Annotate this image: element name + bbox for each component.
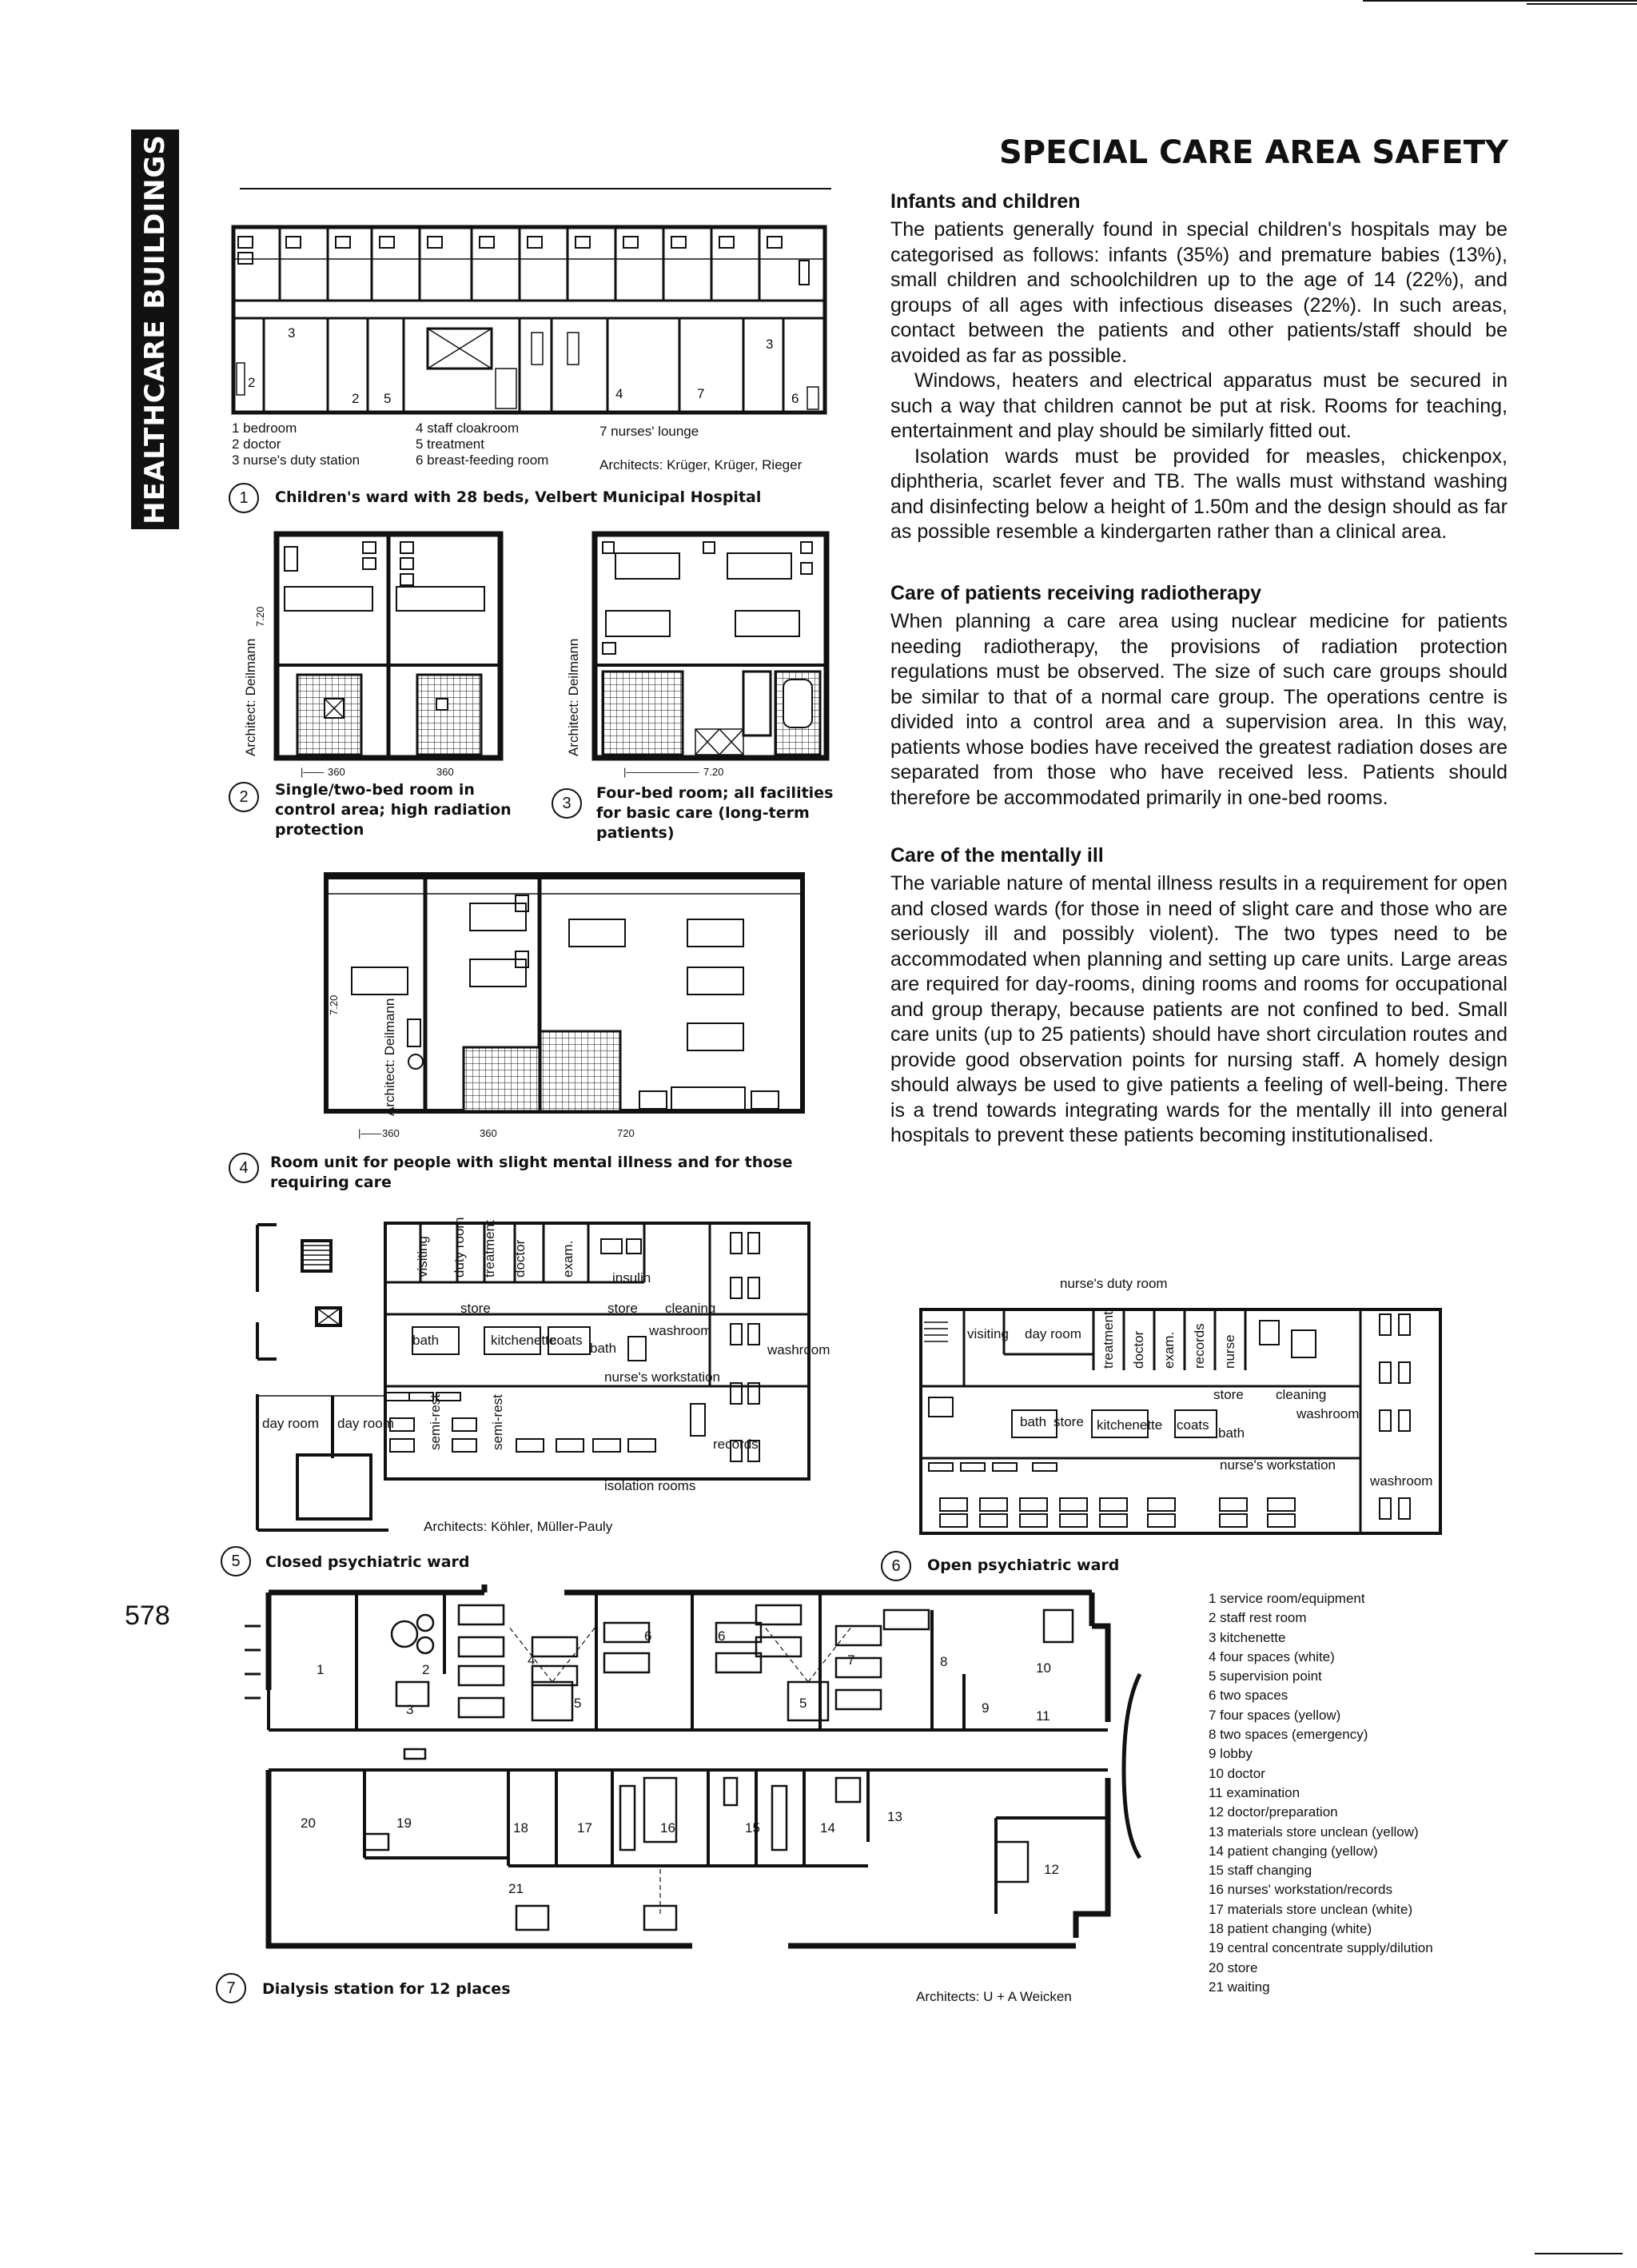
fig7-legend bbox=[1209, 1589, 1433, 1997]
fig7-room-number: 21 bbox=[508, 1881, 524, 1896]
fig1-room-number: 3 bbox=[288, 325, 296, 341]
side-tab-label: HEALTHCARE BUILDINGS bbox=[139, 134, 171, 524]
fig5-architects: Architects: Köhler, Müller-Pauly bbox=[424, 1519, 613, 1534]
fig6-label-washroom: washroom bbox=[1296, 1406, 1360, 1421]
fig1-room-number: 7 bbox=[697, 386, 705, 401]
fig1-room-number: 6 bbox=[791, 391, 799, 406]
legend-item: 9 lobby bbox=[1209, 1746, 1253, 1762]
fig7-room-number: 13 bbox=[887, 1809, 902, 1824]
section-mentally-ill bbox=[890, 843, 1508, 1149]
fig4-dim: 360 bbox=[480, 1127, 497, 1139]
fig6-label-nurse: nurse bbox=[1222, 1334, 1237, 1369]
fig4-number: 4 bbox=[229, 1153, 259, 1183]
page-number: 578 bbox=[125, 1600, 170, 1631]
fig6-label-workstation: nurse's workstation bbox=[1220, 1457, 1336, 1473]
fig4-caption: Room unit for people with slight mental illness and for those requiring care bbox=[270, 1154, 793, 1191]
fig5-label-store: store bbox=[460, 1301, 491, 1316]
fig5-caption: Closed psychiatric ward bbox=[265, 1553, 470, 1571]
fig5-label-semi-rest: semi-rest bbox=[490, 1394, 505, 1450]
fig6-label-day-room: day room bbox=[1025, 1326, 1081, 1341]
fig5-label-store: store bbox=[607, 1301, 638, 1316]
legend-item: 6 two spaces bbox=[1209, 1688, 1288, 1704]
fig5-label-records: records bbox=[713, 1437, 759, 1452]
fig5-label-isolation: isolation rooms bbox=[604, 1478, 696, 1493]
fig5-label-nurses-workstation: nurse's workstation bbox=[604, 1369, 720, 1385]
fig7-room-number: 8 bbox=[940, 1654, 948, 1669]
legend-item: 2 doctor bbox=[232, 436, 281, 452]
fig1-legend-col2 bbox=[416, 421, 548, 468]
fig3-number: 3 bbox=[552, 788, 582, 819]
fig7-room-number: 1 bbox=[317, 1662, 325, 1677]
fig1-room-number: 2 bbox=[352, 391, 360, 406]
svg-text:|——: |—— bbox=[358, 1127, 382, 1139]
fig2-dim: 360 bbox=[328, 766, 345, 778]
fig7-room-number: 5 bbox=[574, 1696, 582, 1711]
fig1-legend-col3 bbox=[599, 422, 699, 441]
fig7-room-number: 11 bbox=[1036, 1708, 1050, 1724]
fig7-room-number: 4 bbox=[528, 1652, 536, 1668]
legend-item: 3 kitchenette bbox=[1209, 1629, 1286, 1645]
fig6-label-store: store bbox=[1053, 1414, 1084, 1429]
bottom-rule bbox=[1535, 2253, 1623, 2254]
fig5-label-coats: coats bbox=[550, 1333, 583, 1348]
fig6-label-coats: coats bbox=[1177, 1417, 1209, 1433]
legend-item: 5 supervision point bbox=[1209, 1668, 1322, 1684]
fig5-label-day-room: day room bbox=[262, 1416, 319, 1431]
fig4-plan bbox=[320, 871, 807, 1151]
fig3-dim: 7.20 bbox=[703, 766, 724, 778]
fig7-room-number: 3 bbox=[406, 1702, 414, 1717]
legend-item: 4 staff cloakroom bbox=[416, 421, 520, 436]
legend-item: 6 breast-feeding room bbox=[416, 452, 549, 468]
fig1-room-number: 5 bbox=[384, 391, 392, 406]
fig7-room-number: 20 bbox=[301, 1816, 316, 1831]
fig1-caption: Children's ward with 28 beds, Velbert Municipal Hospital bbox=[275, 488, 762, 506]
fig7-room-number: 9 bbox=[982, 1700, 990, 1716]
fig2-architect: Architect: Deilmann bbox=[243, 638, 258, 756]
fig1-number: 1 bbox=[229, 483, 259, 513]
fig1-plan bbox=[232, 189, 831, 421]
fig7-room-number: 19 bbox=[396, 1816, 412, 1831]
fig7-room-number: 2 bbox=[422, 1662, 430, 1677]
fig7-room-number: 17 bbox=[577, 1820, 592, 1836]
fig6-label-cleaning: cleaning bbox=[1276, 1387, 1327, 1402]
fig5-plan bbox=[253, 1218, 828, 1538]
section-heading: Care of the mentally ill bbox=[890, 844, 1104, 867]
fig3-architect: Architect: Deilmann bbox=[566, 638, 581, 756]
fig5-label-kitchenette: kitchenette bbox=[491, 1333, 557, 1348]
section-infants bbox=[890, 189, 1508, 545]
fig5-label-exam: exam. bbox=[560, 1240, 576, 1277]
legend-item: 5 treatment bbox=[416, 436, 484, 452]
legend-item: 19 central concentrate supply/dilution bbox=[1209, 1940, 1433, 1956]
fig5-label-washroom: washroom bbox=[649, 1323, 712, 1338]
legend-item: 2 staff rest room bbox=[1209, 1610, 1307, 1626]
fig7-room-number: 5 bbox=[799, 1696, 807, 1711]
fig1-architects: Architects: Krüger, Krüger, Rieger bbox=[599, 457, 803, 472]
legend-item: 7 four spaces (yellow) bbox=[1209, 1707, 1341, 1723]
fig7-plan bbox=[245, 1578, 1172, 1962]
paragraph: The variable nature of mental illness results in a requirement for open and closed wards (for those in need of slight care and those who are seriously ill and possibly violent). The two types need to be accommodated when planning and setting up care units. Large areas are required for day-rooms, dining rooms and rooms for occupational and group therapy, because patients are not confined to bed. Small care units (up to 25 patients) should have short circulation routes and provide good observation points for nursing staff. A homely design should always be used to give patients a feeling of well-being. There is a trend towards integrating wards for the mentally ill into general hospitals to prevent these patients becoming institutionalised. bbox=[890, 872, 1508, 1146]
fig7-room-number: 12 bbox=[1044, 1862, 1059, 1877]
fig1-room-number: 4 bbox=[615, 386, 623, 401]
fig6-label-bath: bath bbox=[1020, 1414, 1047, 1429]
fig4-dim: 720 bbox=[617, 1127, 635, 1139]
fig5-label-bath: bath bbox=[412, 1333, 440, 1348]
legend-item: 7 nurses' lounge bbox=[599, 424, 699, 439]
paragraph: The patients generally found in special children's hospitals may be categorised as follows: infants (35%) and premature babies (13%), small children and schoolchildren up to the age of 14 (22%), and groups of all ages with infectious diseases (22%). In such areas, contact between the patients and other patients/staff should be avoided as far as possible. bbox=[890, 218, 1508, 367]
fig4-dim: 7.20 bbox=[328, 994, 340, 1015]
section-heading: Care of patients receiving radiotherapy bbox=[890, 582, 1262, 604]
legend-item: 3 nurse's duty station bbox=[232, 452, 360, 468]
paragraph: Isolation wards must be provided for measles, chickenpox, diphtheria, scarlet fever and TB. The walls must withstand washing and disinfecting below a height of 1.50m and the design should as far as possible resemble a kindergarten rather than a clinical area. bbox=[890, 444, 1508, 543]
fig2-number: 2 bbox=[229, 782, 259, 812]
fig5-label-cleaning: cleaning bbox=[665, 1301, 716, 1316]
fig1-legend-col1 bbox=[232, 421, 360, 468]
legend-item: 1 bedroom bbox=[232, 421, 297, 436]
page-title: SPECIAL CARE AREA SAFETY bbox=[998, 134, 1508, 171]
legend-item: 16 nurses' workstation/records bbox=[1209, 1882, 1393, 1898]
fig6-label-records: records bbox=[1192, 1323, 1207, 1369]
fig5-label-washroom: washroom bbox=[767, 1342, 830, 1357]
fig6-label-duty: nurse's duty room bbox=[1060, 1276, 1168, 1291]
fig7-room-number: 7 bbox=[847, 1652, 855, 1668]
fig6-label-bath: bath bbox=[1218, 1425, 1245, 1441]
fig4-architect: Architect: Deilmann bbox=[382, 998, 397, 1116]
fig6-caption: Open psychiatric ward bbox=[927, 1557, 1120, 1574]
fig7-room-number: 16 bbox=[660, 1820, 675, 1836]
top-rule-right bbox=[1527, 3, 1637, 5]
fig6-label-exam: exam. bbox=[1161, 1331, 1177, 1369]
fig5-label-doctor: doctor bbox=[512, 1239, 528, 1277]
section-radiotherapy bbox=[890, 580, 1508, 811]
fig7-caption: Dialysis station for 12 places bbox=[262, 1980, 511, 1998]
legend-item: 18 patient changing (white) bbox=[1209, 1921, 1372, 1937]
fig6-number: 6 bbox=[881, 1551, 911, 1581]
fig7-room-number: 18 bbox=[513, 1820, 528, 1836]
section-heading: Infants and children bbox=[890, 190, 1081, 213]
legend-item: 1 service room/equipment bbox=[1209, 1591, 1365, 1606]
fig2-dim: 7.20 bbox=[254, 606, 266, 627]
fig3-caption: Four-bed room; all facilities for basic care (long-term patients) bbox=[596, 784, 834, 842]
legend-item: 13 materials store unclean (yellow) bbox=[1209, 1824, 1419, 1840]
paragraph: Windows, heaters and electrical apparatus must be secured in such a way that children cannot be put at risk. Rooms for teaching, entertainment and play should be similarly fitted out. bbox=[890, 369, 1508, 442]
fig6-label-store: store bbox=[1213, 1387, 1244, 1402]
legend-item: 14 patient changing (yellow) bbox=[1209, 1843, 1378, 1859]
fig1-room-number: 2 bbox=[248, 375, 256, 390]
paragraph: When planning a care area using nuclear medicine for patients needing radiotherapy, the provisions of radiation protection regulations must be observed. The size of such care groups should be similar to that of a normal care group. The operations centre is divided into a control area and a supervision area. In this way, patients whose bodies have received the greatest radiation doses are separated from those who have received less. Patients should therefore be accommodated primarily in one-bed rooms. bbox=[890, 610, 1508, 809]
fig6-label-washroom: washroom bbox=[1370, 1473, 1433, 1489]
fig2-caption: Single/two-bed room in control area; high radiation protection bbox=[275, 781, 512, 839]
legend-item: 4 four spaces (white) bbox=[1209, 1648, 1335, 1664]
fig7-room-number: 6 bbox=[644, 1628, 652, 1644]
legend-item: 20 store bbox=[1209, 1959, 1258, 1975]
fig7-room-number: 6 bbox=[718, 1628, 726, 1644]
fig5-label-duty-room: duty room bbox=[452, 1217, 467, 1277]
fig5-label-bath: bath bbox=[590, 1341, 617, 1356]
fig7-number: 7 bbox=[216, 1973, 246, 2003]
legend-item: 11 examination bbox=[1209, 1784, 1300, 1800]
fig5-label-insulin: insulin bbox=[612, 1270, 651, 1285]
fig4-dim: 360 bbox=[382, 1127, 400, 1139]
fig6-plan bbox=[916, 1298, 1444, 1538]
legend-item: 21 waiting bbox=[1209, 1979, 1270, 1995]
fig6-label-kitchenette: kitchenette bbox=[1097, 1417, 1163, 1433]
legend-item: 12 doctor/preparation bbox=[1209, 1804, 1338, 1820]
fig2-plan bbox=[254, 531, 508, 778]
legend-item: 8 two spaces (emergency) bbox=[1209, 1727, 1368, 1743]
fig1-room-number: 3 bbox=[766, 337, 774, 352]
legend-item: 10 doctor bbox=[1209, 1765, 1265, 1781]
fig7-architects: Architects: U + A Weicken bbox=[916, 1989, 1072, 2004]
fig7-room-number: 14 bbox=[820, 1820, 835, 1836]
svg-text:|———————: |——————— bbox=[623, 766, 699, 778]
fig2-dim: 360 bbox=[436, 766, 454, 778]
fig6-label-doctor: doctor bbox=[1131, 1330, 1146, 1369]
fig5-number: 5 bbox=[221, 1546, 251, 1576]
fig5-label-visiting: visiting bbox=[415, 1236, 430, 1277]
fig6-label-visiting: visiting bbox=[967, 1326, 1009, 1341]
top-rule-left bbox=[1363, 0, 1637, 2]
legend-item: 15 staff changing bbox=[1209, 1863, 1312, 1879]
legend-item: 17 materials store unclean (white) bbox=[1209, 1901, 1413, 1917]
fig3-plan bbox=[591, 531, 831, 778]
fig5-label-treatment: treatment bbox=[482, 1220, 497, 1277]
fig5-label-semi-rest: semi-rest bbox=[428, 1394, 443, 1450]
fig7-room-number: 10 bbox=[1036, 1660, 1051, 1676]
svg-text:|——: |—— bbox=[301, 766, 325, 778]
fig5-label-day-room: day room bbox=[337, 1416, 394, 1431]
fig7-room-number: 15 bbox=[745, 1820, 760, 1836]
fig6-label-treatment: treatment bbox=[1101, 1311, 1116, 1369]
side-tab bbox=[131, 130, 179, 529]
